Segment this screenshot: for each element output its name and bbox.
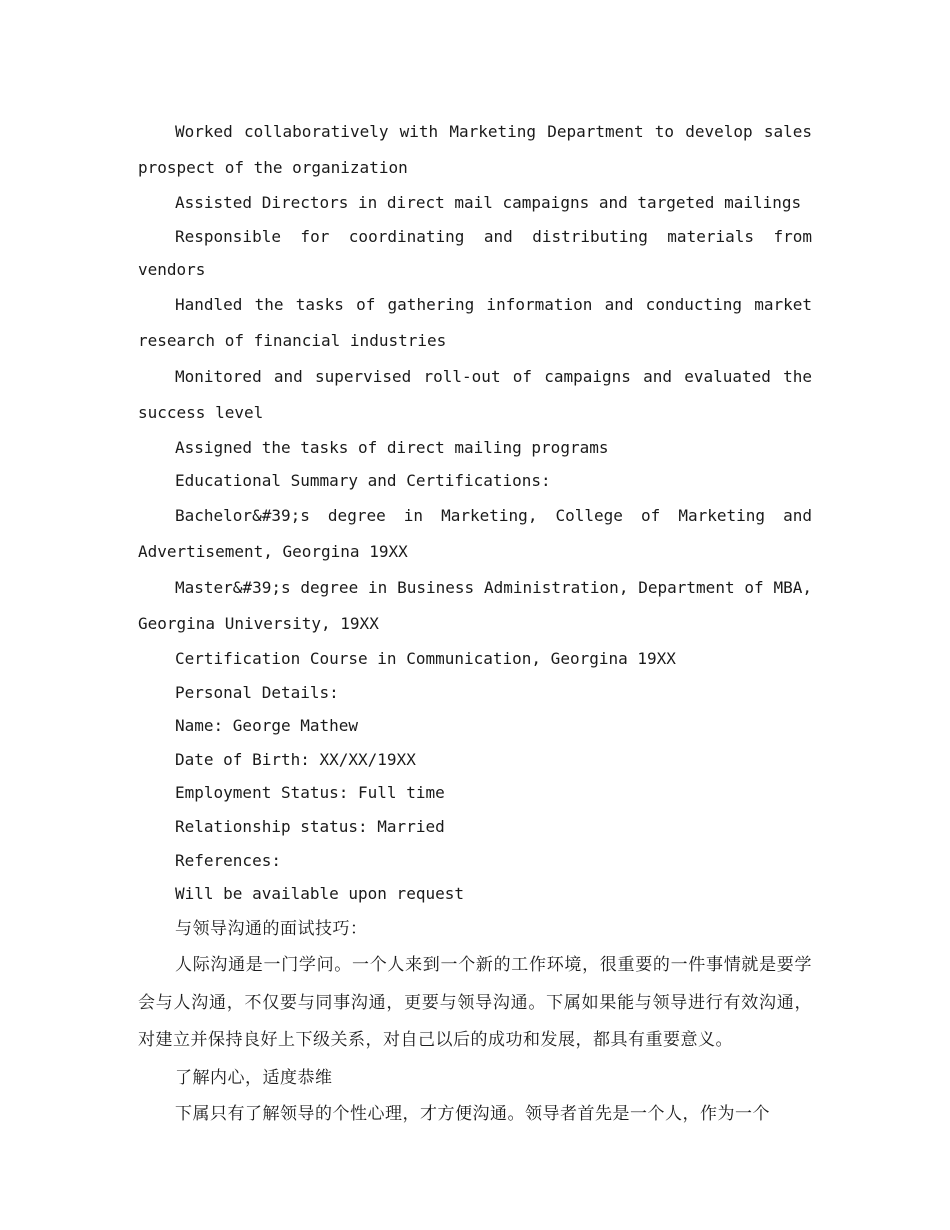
paragraph-marketing-collaboration: Worked collaboratively with Marketing Department to develop sales prospect of the organization (138, 122, 812, 177)
section-heading-personal-details: Personal Details: (175, 682, 339, 702)
paragraph-direct-mail: Assisted Directors in direct mail campaigns and targeted mailings (175, 193, 802, 212)
paragraph-master-degree: Master&#39;s degree in Business Administration, Department of MBA, Georgina University, 19XX (138, 577, 812, 633)
paragraph-understand-leader: 下属只有了解领导的个性心理，才方便沟通。领导者首先是一个人，作为一个 (175, 1104, 770, 1125)
paragraph-mailing-programs: Assigned the tasks of direct mailing programs (175, 437, 609, 457)
paragraph-market-research: Handled the tasks of gathering information and conducting market research of financial industries (138, 294, 812, 350)
paragraph-bachelor-degree: Bachelor&#39;s degree in Marketing, College of Marketing and Advertisement, Georgina 19XX (138, 505, 812, 561)
detail-relationship-status: Relationship status: Married (175, 816, 445, 836)
paragraph-campaign-rollout: Monitored and supervised roll-out of campaigns and evaluated the success level (138, 366, 812, 422)
section-heading-references: References: (175, 850, 281, 870)
paragraph-communication-importance: 人际沟通是一门学问。一个人来到一个新的工作环境，很重要的一件事情就是要学会与人沟通，不仅要与同事沟通，更要与领导沟通。下属如果能与领导进行有效沟通，对建立并保持良好上下级关系，对自己以后的成功和发展，都具有重要意义。 (138, 955, 812, 1051)
section-heading-interview-tips: 与领导沟通的面试技巧： (175, 918, 368, 939)
section-heading-education: Educational Summary and Certifications: (175, 471, 551, 491)
paragraph-certification-course: Certification Course in Communication, Georgina 19XX (175, 648, 676, 668)
section-heading-understand-leader: 了解内心，适度恭维 (175, 1067, 333, 1088)
detail-name: Name: George Mathew (175, 716, 359, 736)
paragraph-references-note: Will be available upon request (175, 884, 464, 904)
paragraph-coordinating-materials: Responsible for coordinating and distributing materials from vendors (138, 226, 812, 280)
document-body (138, 114, 812, 1133)
detail-date-of-birth: Date of Birth: XX/XX/19XX (175, 749, 416, 769)
detail-employment-status: Employment Status: Full time (175, 783, 445, 803)
